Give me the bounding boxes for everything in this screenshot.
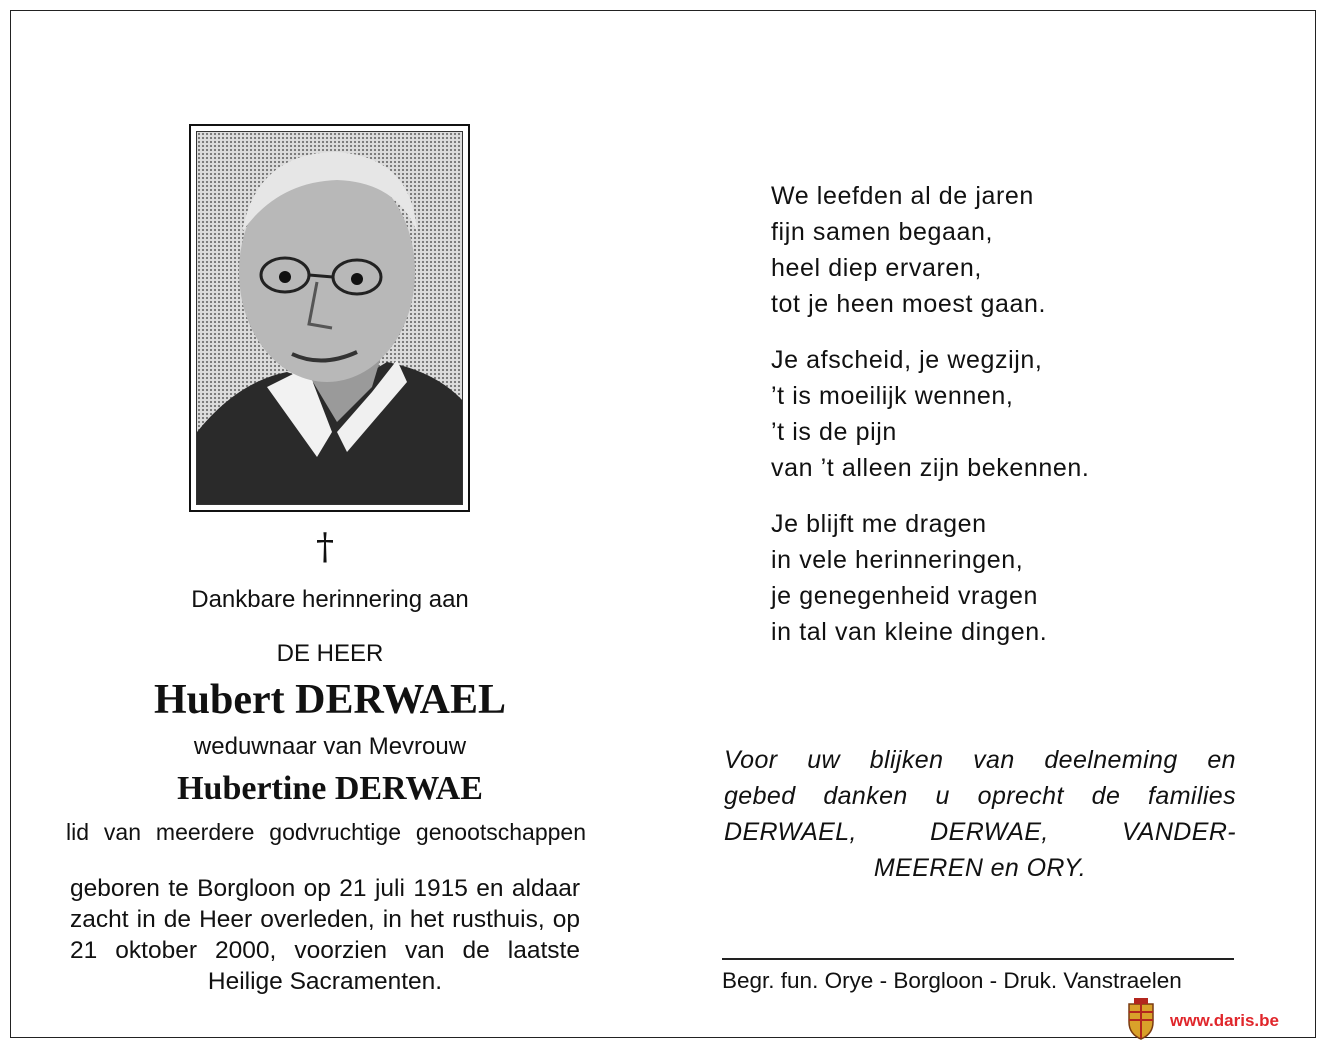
thanks-line: Voor uw blijken van deelneming en: [724, 746, 1236, 774]
daris-crest-logo: [1126, 998, 1156, 1040]
poem-line: Je afscheid, je wegzijn,: [771, 346, 1043, 374]
spouse-name: Hubertine DERWAE: [177, 770, 483, 807]
poem-line: tot je heen moest gaan.: [771, 290, 1047, 318]
poem-line: ’t is moeilijk wennen,: [771, 382, 1014, 410]
membership-text: lid van meerdere godvruchtige genootschappen: [66, 819, 586, 845]
poem-line: in tal van kleine dingen.: [771, 618, 1048, 646]
website-link[interactable]: www.daris.be: [1170, 1011, 1279, 1030]
spouse-label: weduwnaar van Mevrouw: [193, 733, 467, 760]
thanks-line: DERWAEL, DERWAE, VANDER-: [724, 818, 1236, 846]
deceased-name: Hubert DERWAEL: [153, 677, 507, 723]
bio-line: Heilige Sacramenten.: [207, 968, 443, 995]
intro-text: Dankbare herinnering aan: [191, 586, 469, 613]
poem-line: Je blijft me dragen: [771, 510, 987, 538]
poem-line: We leefden al de jaren: [771, 182, 1034, 210]
bio-line: 21 oktober 2000, voorzien van de laatste: [70, 937, 580, 964]
thanks-line: MEEREN en ORY.: [873, 854, 1087, 882]
printer-credit: Begr. fun. Orye - Borgloon - Druk. Vanstraelen: [722, 968, 1182, 993]
footer-divider: [722, 958, 1234, 960]
honorific: DE HEER: [276, 640, 384, 667]
poem-line: fijn samen begaan,: [771, 218, 994, 246]
portrait-photo: [189, 124, 470, 512]
poem-line: je genegenheid vragen: [771, 582, 1038, 610]
bio-line: geboren te Borgloon op 21 juli 1915 en aldaar: [70, 875, 580, 902]
poem-line: heel diep ervaren,: [771, 254, 982, 282]
poem-line: in vele herinneringen,: [771, 546, 1024, 574]
poem-line: van ’t alleen zijn bekennen.: [771, 454, 1090, 482]
thanks-line: gebed danken u oprecht de families: [724, 782, 1236, 810]
poem-line: ’t is de pijn: [771, 418, 897, 446]
bio-line: zacht in de Heer overleden, in het rusthuis, op: [70, 906, 580, 933]
cross-icon: †: [316, 527, 334, 568]
